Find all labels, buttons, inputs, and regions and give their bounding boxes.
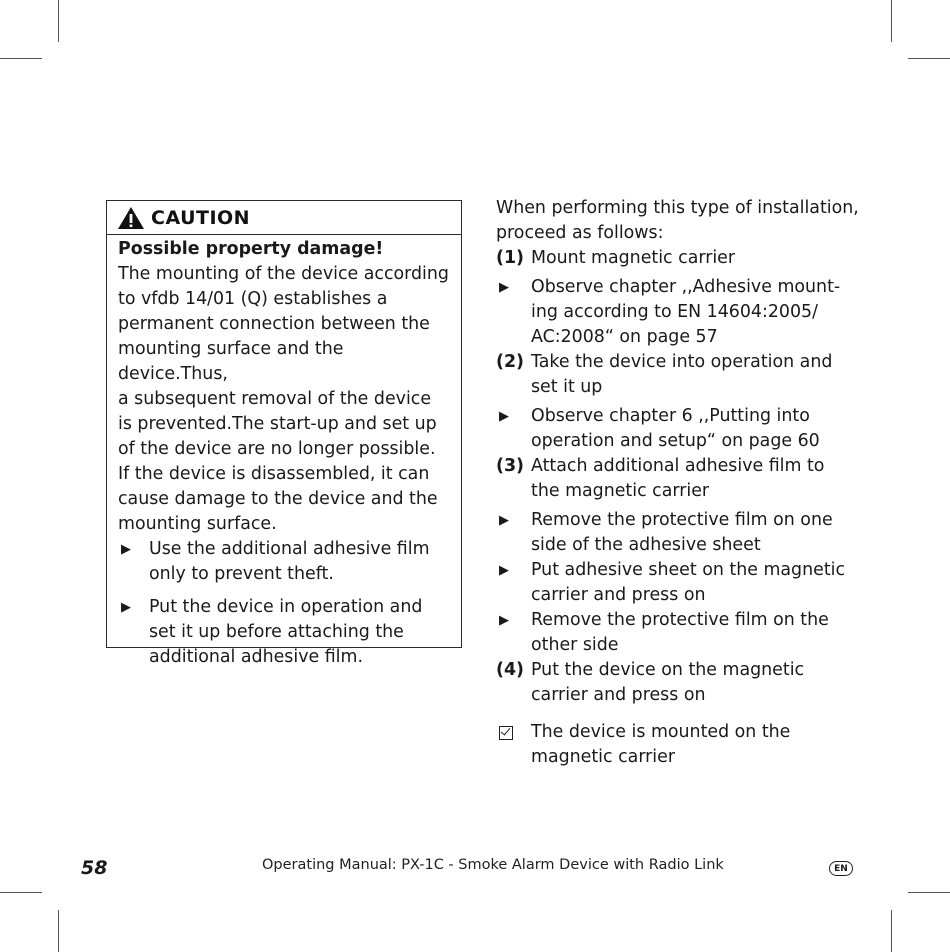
bullet-text: Put adhesive sheet on the magnetic carrier and press on: [531, 560, 846, 605]
crop-mark: [908, 58, 950, 59]
list-item: [496, 404, 876, 454]
bullet-text: Observe chapter ,,Adhesive mount- ing according to EN 14604:2005/ AC:2008“ on page 57: [531, 277, 841, 347]
page-footer: [0, 855, 950, 885]
bullet-text: Remove the protective film on one side of the adhesive sheet: [531, 510, 833, 555]
caution-box: [106, 200, 462, 667]
step-2: [496, 350, 876, 400]
step-number: (4): [496, 660, 524, 680]
step-number: (1): [496, 248, 524, 268]
footer-title: Operating Manual: PX-1C - Smoke Alarm Device with Radio Link: [262, 857, 724, 873]
bullet-text: Put the device in operation and set it up before attaching the additional adhesive film.: [149, 597, 423, 667]
play-triangle-icon: ▶: [121, 600, 131, 615]
list-item: [118, 537, 453, 587]
crop-mark: [0, 58, 42, 59]
step-text: Attach additional adhesive film to the magnetic carrier: [531, 456, 825, 501]
step-1: [496, 246, 876, 271]
step-3: [496, 454, 876, 504]
caution-title: CAUTION: [151, 206, 251, 229]
list-item: [496, 275, 876, 350]
procedure-intro: When performing this type of installation, proceed as follows:: [496, 198, 859, 243]
step-number: (3): [496, 456, 524, 476]
warning-triangle-icon: [117, 206, 145, 230]
list-item: [118, 595, 453, 670]
caution-subtitle: Possible property damage!: [118, 239, 384, 259]
caution-body: [107, 235, 461, 670]
bullet-text: Remove the protective film on the other side: [531, 610, 829, 655]
play-triangle-icon: ▶: [499, 513, 509, 528]
play-triangle-icon: ▶: [499, 409, 509, 424]
page-number: 58: [81, 857, 108, 879]
play-triangle-icon: ▶: [499, 280, 509, 295]
procedure-column: [496, 196, 876, 770]
crop-mark: [0, 892, 42, 893]
play-triangle-icon: ▶: [499, 563, 509, 578]
crop-mark: [58, 910, 59, 952]
result-item: [496, 720, 876, 770]
crop-mark: [908, 892, 950, 893]
step-number: (2): [496, 352, 524, 372]
checkbox-checked-icon: [496, 720, 531, 745]
list-item: [496, 558, 876, 608]
list-item: [496, 508, 876, 558]
play-triangle-icon: ▶: [499, 613, 509, 628]
crop-mark: [891, 0, 892, 42]
step-text: Take the device into operation and set it up: [531, 352, 833, 397]
bullet-text: Observe chapter 6 ,,Putting into operation and setup“ on page 60: [531, 406, 820, 451]
step-text: Mount magnetic carrier: [531, 248, 736, 268]
caution-text: The mounting of the device according to vfdb 14/01 (Q) establishes a permanent connection between the mounting surface and the device.Thus, a subsequent removal of the device is prevented.The start-up and set up of the device are no longer possible. If the device is disassembled, it can cause damage to the device and the mounting surface.: [118, 264, 449, 534]
crop-mark: [891, 910, 892, 952]
step-text: Put the device on the magnetic carrier and press on: [531, 660, 805, 705]
play-triangle-icon: ▶: [121, 542, 131, 557]
result-text: The device is mounted on the magnetic carrier: [531, 722, 791, 767]
crop-mark: [58, 0, 59, 42]
language-badge: EN: [829, 861, 853, 876]
caution-header: [107, 201, 461, 235]
step-4: [496, 658, 876, 708]
list-item: [496, 608, 876, 658]
bullet-text: Use the additional adhesive film only to prevent theft.: [149, 539, 430, 584]
